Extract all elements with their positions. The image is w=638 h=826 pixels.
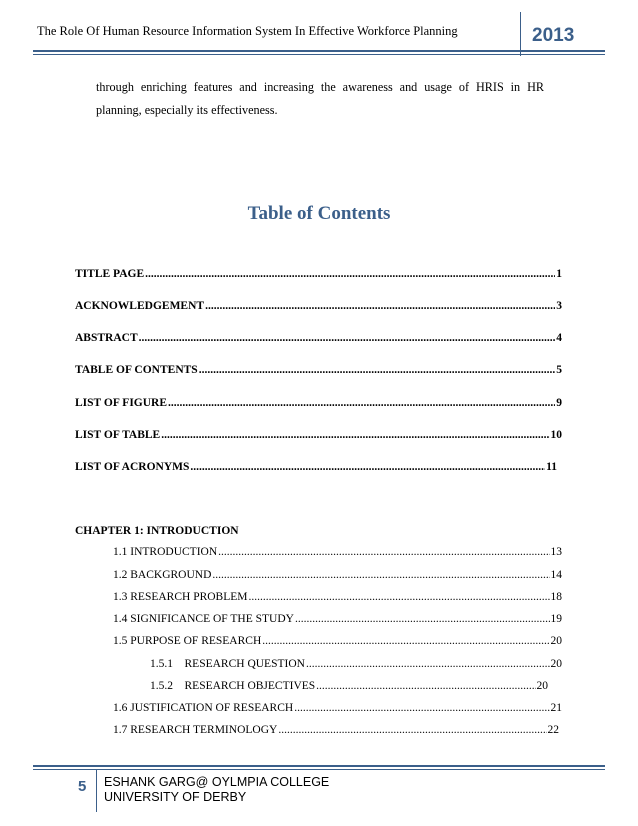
- toc-section-1-5-2[interactable]: [150, 680, 548, 692]
- toc-leader-dots: [316, 680, 535, 692]
- toc-leader-dots: [199, 364, 556, 376]
- toc-entry-label: TABLE OF CONTENTS: [75, 364, 198, 376]
- toc-entry-table-of-contents[interactable]: [75, 364, 562, 376]
- toc-section-1-6[interactable]: [113, 702, 562, 714]
- toc-entry-label: LIST OF ACRONYMS: [75, 461, 190, 473]
- footer-rule: [33, 765, 605, 767]
- footer-page-number: 5: [78, 778, 87, 795]
- intro-paragraph: [96, 76, 544, 122]
- toc-section-1-2[interactable]: [113, 569, 562, 581]
- toc-entry-page: 11: [546, 461, 557, 473]
- toc-chapter-heading[interactable]: CHAPTER 1: INTRODUCTION: [75, 525, 239, 537]
- toc-leader-dots: [295, 613, 550, 625]
- toc-entry-page: 5: [556, 364, 562, 376]
- toc-entry-label: 1.3 RESEARCH PROBLEM: [113, 591, 248, 603]
- toc-entry-label: TITLE PAGE: [75, 268, 145, 280]
- header-rule: [33, 50, 605, 52]
- toc-leader-dots: [249, 591, 550, 603]
- footer-divider: [96, 770, 97, 812]
- toc-entry-acknowledgement[interactable]: [75, 300, 562, 312]
- header-rule-thin: [33, 54, 605, 55]
- toc-leader-dots: [139, 332, 556, 344]
- toc-entry-label: 1.2 BACKGROUND: [113, 569, 212, 581]
- toc-section-1-5-1[interactable]: [150, 658, 562, 670]
- toc-leader-dots: [306, 658, 550, 670]
- toc-leader-dots: [218, 546, 549, 558]
- toc-leader-dots: [212, 569, 549, 581]
- running-header-title: The Role Of Human Resource Information System In Effective Workforce Planning: [37, 24, 458, 38]
- toc-entry-list-of-figure[interactable]: [75, 397, 562, 409]
- toc-entry-page: 3: [556, 300, 562, 312]
- toc-entry-page: 18: [550, 591, 562, 603]
- toc-leader-dots: [145, 268, 555, 280]
- toc-leader-dots: [278, 724, 546, 736]
- toc-entry-abstract[interactable]: [75, 332, 562, 344]
- toc-entry-page: 20: [550, 635, 562, 647]
- toc-entry-label: 1.6 JUSTIFICATION OF RESEARCH: [113, 702, 294, 714]
- toc-entry-page: 1: [556, 268, 562, 280]
- toc-leader-dots: [205, 300, 555, 312]
- toc-leader-dots: [294, 702, 549, 714]
- toc-section-1-3[interactable]: [113, 591, 562, 603]
- toc-entry-page: 20: [550, 658, 562, 670]
- toc-entry-list-of-table[interactable]: [75, 429, 562, 441]
- toc-entry-page: 13: [550, 546, 562, 558]
- toc-entry-page: 19: [550, 613, 562, 625]
- toc-leader-dots: [262, 635, 549, 647]
- toc-entry-label: ACKNOWLEDGEMENT: [75, 300, 205, 312]
- toc-entry-label: 1.7 RESEARCH TERMINOLOGY: [113, 724, 278, 736]
- toc-entry-label: LIST OF FIGURE: [75, 397, 168, 409]
- toc-leader-dots: [168, 397, 555, 409]
- footer-rule-thin: [33, 769, 605, 770]
- toc-entry-label: LIST OF TABLE: [75, 429, 161, 441]
- toc-entry-label: 1.5.1 RESEARCH QUESTION: [150, 658, 305, 670]
- toc-entry-page: 20: [536, 680, 548, 692]
- footer-university-line: UNIVERSITY OF DERBY: [104, 790, 247, 804]
- toc-entry-label: 1.1 INTRODUCTION: [113, 546, 218, 558]
- toc-entry-label: 1.4 SIGNIFICANCE OF THE STUDY: [113, 613, 294, 625]
- intro-line-2: planning, especially its effectiveness.: [96, 103, 278, 117]
- toc-entry-title-page[interactable]: [75, 268, 562, 280]
- toc-leader-dots: [190, 461, 545, 473]
- footer-author-line: ESHANK GARG@ OYLMPIA COLLEGE: [104, 775, 330, 789]
- header-year: 2013: [532, 25, 575, 46]
- toc-entry-page: 4: [556, 332, 562, 344]
- toc-section-1-7[interactable]: [113, 724, 559, 736]
- toc-entry-page: 22: [547, 724, 559, 736]
- toc-entry-label: ABSTRACT: [75, 332, 138, 344]
- toc-entry-page: 10: [550, 429, 562, 441]
- toc-section-1-5[interactable]: [113, 635, 562, 647]
- toc-leader-dots: [161, 429, 549, 441]
- toc-section-1-1[interactable]: [113, 546, 562, 558]
- intro-line-1: through enriching features and increasing the awareness and usage of HRIS in HR: [96, 80, 544, 94]
- toc-entry-page: 21: [550, 702, 562, 714]
- toc-entry-list-of-acronyms[interactable]: [75, 461, 557, 473]
- toc-entry-page: 9: [556, 397, 562, 409]
- toc-entry-page: 14: [550, 569, 562, 581]
- toc-entry-label: 1.5 PURPOSE OF RESEARCH: [113, 635, 262, 647]
- toc-entry-label: 1.5.2 RESEARCH OBJECTIVES: [150, 680, 316, 692]
- toc-section-1-4[interactable]: [113, 613, 562, 625]
- toc-heading: Table of Contents: [247, 203, 391, 224]
